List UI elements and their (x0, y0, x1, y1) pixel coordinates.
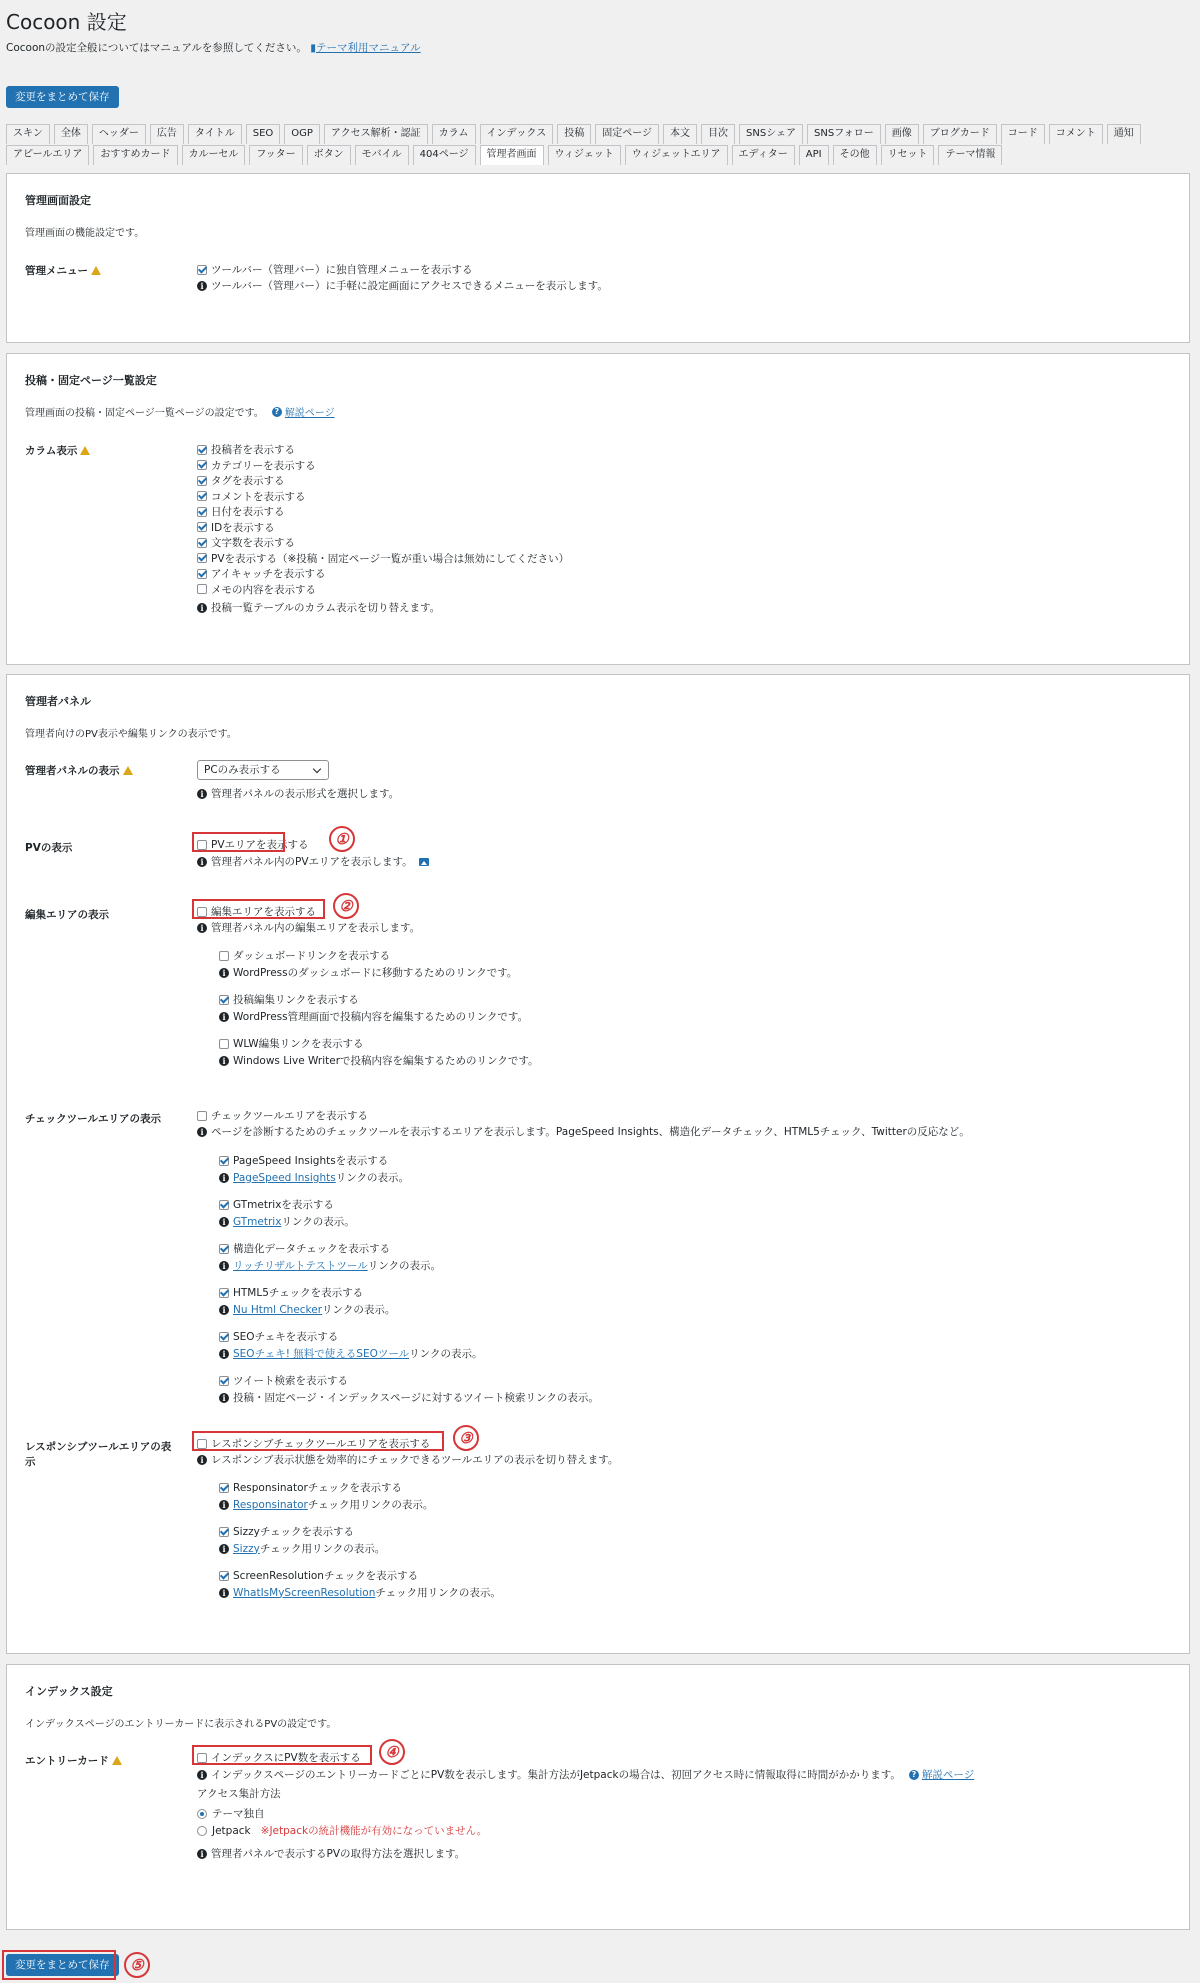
info-icon: i (197, 789, 207, 799)
info-icon: i (219, 1261, 229, 1271)
responsive-sub-label: Sizzyチェックを表示する (233, 1526, 355, 1538)
admin-menu-check-label: ツールバー（管理バー）に独自管理メニューを表示する (211, 264, 473, 276)
info-icon: i (197, 1849, 207, 1859)
column-option-label: アイキャッチを表示する (211, 568, 326, 580)
pv-area-check-label: PVエリアを表示する (211, 839, 309, 851)
tab-item[interactable]: ウィジェット (548, 145, 621, 165)
check-tool-sub-info-text: リンクの表示。 (367, 1260, 442, 1272)
index-pv-check-label: インデックスにPV数を表示する (211, 1752, 361, 1764)
admin-screen-desc: 管理画面の機能設定です。 (25, 228, 145, 239)
responsive-sub-label: ScreenResolutionチェックを表示する (233, 1570, 419, 1582)
tab-item[interactable]: 画像 (885, 124, 919, 144)
check-tool-checkbox[interactable] (197, 1111, 207, 1121)
responsive-sub-info-text: チェック用リンクの表示。 (259, 1543, 386, 1555)
tab-item[interactable]: 本文 (663, 124, 697, 144)
column-checkbox[interactable] (197, 538, 207, 548)
warning-icon (123, 766, 133, 775)
admin-panel-title: 管理者パネル (25, 695, 91, 708)
page-description-text: Cocoonの設定全般についてはマニュアルを参照してください。 (6, 42, 307, 54)
admin-panel-display-label-text: 管理者パネルの表示 (25, 765, 120, 777)
admin-panel-display-info-text: 管理者パネルの表示形式を選択します。 (211, 788, 400, 800)
tab-item[interactable]: その他 (833, 145, 877, 165)
check-tool-sub-info (219, 1258, 441, 1273)
responsive-sub-link[interactable]: Sizzy (233, 1542, 260, 1555)
columns-info-text: 投稿一覧テーブルのカラム表示を切り替えます。 (211, 602, 441, 614)
check-tool-sub-option[interactable] (219, 1197, 334, 1212)
column-checkbox[interactable] (197, 445, 207, 455)
edit-area-check-label: 編集エリアを表示する (211, 906, 316, 918)
check-tool-sub-label: HTML5チェックを表示する (233, 1287, 364, 1299)
edit-sub-info (219, 1009, 528, 1024)
tab-item[interactable]: API (799, 145, 829, 165)
info-icon: i (219, 1500, 229, 1510)
tab-item[interactable]: ブログカード (923, 124, 997, 144)
tab-item[interactable]: ヘッダー (92, 124, 146, 144)
info-icon: i (219, 1349, 229, 1359)
column-option-label: メモの内容を表示する (211, 583, 316, 596)
pv-area-info-text: 管理者パネル内のPVエリアを表示します。 (211, 856, 413, 868)
post-list-title: 投稿・固定ページ一覧設定 (25, 374, 157, 387)
admin-screen-panel (6, 173, 1190, 343)
tab-item[interactable]: アピールエリア (6, 145, 89, 165)
page-description (6, 40, 421, 55)
edit-sub-label: WLW編集リンクを表示する (233, 1038, 364, 1050)
admin-panel-panel (6, 674, 1190, 1654)
tab-item[interactable]: アクセス解析・認証 (324, 124, 428, 144)
method-jetpack-label: Jetpack (212, 1824, 251, 1837)
check-tool-sub-link[interactable]: PageSpeed Insights (233, 1171, 336, 1184)
method-theme-radio[interactable] (197, 1809, 207, 1819)
tab-item[interactable]: 目次 (701, 124, 735, 144)
check-tool-check-label: チェックツールエリアを表示する (211, 1110, 368, 1122)
tabs-row-1 (6, 124, 1145, 144)
check-tool-sub-info-text: 投稿・固定ページ・インデックスページに対するツイート検索リンクの表示。 (233, 1392, 599, 1404)
column-option[interactable] (197, 442, 295, 457)
check-tool-sub-option[interactable] (219, 1153, 388, 1168)
highlight-box-4 (192, 1745, 372, 1765)
post-list-panel (6, 353, 1190, 665)
admin-screen-title: 管理画面設定 (25, 194, 91, 207)
tab-item[interactable]: 全体 (54, 124, 88, 144)
jetpack-warning: ※Jetpackの統計機能が有効になっていません。 (260, 1825, 488, 1837)
info-icon: i (197, 281, 207, 291)
tab-item[interactable]: 固定ページ (595, 124, 659, 144)
responsive-sub-info (219, 1541, 385, 1556)
check-tool-sub-label: SEOチェキを表示する (233, 1331, 339, 1343)
info-icon: i (197, 1127, 207, 1137)
responsive-sub-checkbox[interactable] (219, 1483, 229, 1493)
index-settings-desc: インデックスページのエントリーカードに表示されるPVの設定です。 (25, 1719, 337, 1730)
save-all-button-bottom[interactable]: 変更をまとめて保存 (6, 1954, 119, 1976)
column-checkbox[interactable] (197, 553, 207, 563)
admin-menu-info (197, 278, 608, 293)
check-tool-sub-option[interactable] (219, 1373, 348, 1388)
responsive-sub-option[interactable] (219, 1480, 402, 1495)
chevron-down-icon (313, 765, 321, 773)
check-tool-label: チェックツールエリアの表示 (25, 1113, 161, 1125)
column-option[interactable] (197, 520, 275, 535)
column-option[interactable] (197, 551, 569, 566)
column-checkbox[interactable] (197, 476, 207, 486)
tab-item[interactable]: 広告 (150, 124, 184, 144)
check-tool-sub-checkbox[interactable] (219, 1332, 229, 1342)
warning-icon (112, 1756, 122, 1765)
tab-item[interactable]: ウィジェットエリア (625, 145, 728, 165)
responsive-tool-check-label: レスポンシブチェックツールエリアを表示する (211, 1438, 431, 1450)
admin-menu-option[interactable] (197, 262, 473, 277)
responsive-sub-info-text: チェック用リンクの表示。 (375, 1587, 501, 1599)
method-jetpack-option[interactable] (197, 1823, 487, 1838)
access-method-label: アクセス集計方法 (197, 1788, 281, 1800)
method-jetpack-radio[interactable] (197, 1826, 207, 1836)
responsive-sub-link[interactable]: WhatIsMyScreenResolution (233, 1586, 376, 1599)
check-tool-sub-info-text: リンクの表示。 (322, 1304, 396, 1316)
edit-sub-option[interactable] (219, 1036, 363, 1051)
page-title: Cocoon 設定 (6, 10, 127, 34)
check-tool-sub-link[interactable]: Nu Html Checker (233, 1303, 323, 1316)
post-list-help-link[interactable]: 解説ページ (284, 408, 335, 419)
responsive-sub-option[interactable] (219, 1524, 354, 1539)
info-icon: i (197, 923, 207, 933)
pv-display-label: PVの表示 (25, 842, 73, 854)
check-tool-sub-checkbox[interactable] (219, 1200, 229, 1210)
columns-info (197, 600, 440, 615)
tab-item[interactable]: モバイル (355, 145, 409, 165)
info-icon: i (219, 1544, 229, 1554)
tab-item[interactable]: テーマ情報 (938, 145, 1002, 165)
info-icon: i (197, 1455, 207, 1465)
info-icon: i (219, 1393, 229, 1403)
index-settings-title: インデックス設定 (25, 1685, 113, 1698)
tab-item[interactable]: ボタン (307, 145, 351, 165)
tab-item[interactable]: 投稿 (557, 124, 591, 144)
column-display-label-text: カラム表示 (25, 445, 78, 457)
book-icon: ▮ (310, 42, 317, 54)
index-help-link[interactable]: 解説ページ (921, 1769, 975, 1781)
check-tool-sub-option[interactable] (219, 1329, 338, 1344)
responsive-sub-info-text: チェック用リンクの表示。 (307, 1499, 434, 1511)
column-option[interactable] (197, 473, 285, 488)
column-checkbox[interactable] (197, 569, 207, 579)
method-info-text: 管理者パネルで表示するPVの取得方法を選択します。 (211, 1848, 466, 1860)
responsive-tool-info (197, 1452, 618, 1467)
check-tool-sub-info-text: リンクの表示。 (409, 1348, 483, 1360)
highlight-box-3 (192, 1431, 444, 1451)
tab-item[interactable]: カラム (432, 124, 476, 144)
info-icon: i (219, 1173, 229, 1183)
index-settings-panel (6, 1664, 1190, 1930)
help-icon: ? (909, 1770, 919, 1780)
responsive-sub-info (219, 1497, 433, 1512)
admin-panel-display-info (197, 786, 399, 801)
edit-sub-info-text: WordPressのダッシュボードに移動するためのリンクです。 (233, 967, 518, 979)
column-option-label: 投稿者を表示する (211, 444, 295, 456)
column-option-label: PVを表示する（※投稿・固定ページ一覧が重い場合は無効にしてください） (211, 552, 570, 565)
admin-panel-desc: 管理者向けのPV表示や編集リンクの表示です。 (25, 729, 237, 740)
check-tool-sub-info (219, 1302, 395, 1317)
responsive-sub-checkbox[interactable] (219, 1527, 229, 1537)
edit-area-info-text: 管理者パネル内の編集エリアを表示します。 (211, 922, 421, 934)
help-icon: ? (272, 407, 282, 417)
column-option[interactable] (197, 535, 295, 550)
tab-item[interactable]: 404ページ (413, 145, 476, 165)
tab-item[interactable]: スキン (6, 124, 50, 144)
save-all-button-top[interactable]: 変更をまとめて保存 (6, 86, 119, 108)
column-option[interactable] (197, 504, 285, 519)
responsive-sub-checkbox[interactable] (219, 1571, 229, 1581)
tab-item[interactable]: エディター (732, 145, 795, 165)
edit-sub-option[interactable] (219, 948, 390, 963)
check-tool-sub-option[interactable] (219, 1241, 390, 1256)
highlight-box-1 (192, 832, 285, 852)
edit-sub-info-text: WordPress管理画面で投稿内容を編集するためのリンクです。 (233, 1011, 529, 1023)
responsive-sub-info (219, 1585, 501, 1600)
edit-area-label: 編集エリアの表示 (25, 909, 109, 921)
column-checkbox[interactable] (197, 584, 207, 594)
check-tool-sub-checkbox[interactable] (219, 1288, 229, 1298)
responsive-sub-label: Responsinatorチェックを表示する (233, 1482, 403, 1494)
tabs-row-2 (6, 145, 1006, 165)
info-icon: i (219, 1012, 229, 1022)
tab-item[interactable]: おすすめカード (93, 145, 177, 165)
check-tool-sub-info (219, 1390, 599, 1405)
tab-item[interactable]: SEO (246, 124, 281, 144)
admin-menu-label-text: 管理メニュー (25, 265, 88, 277)
column-option-label: タグを表示する (211, 475, 285, 487)
tab-item[interactable]: リセット (881, 145, 935, 165)
column-checkbox[interactable] (197, 460, 207, 470)
method-theme-option[interactable] (197, 1806, 265, 1821)
tab-item[interactable]: OGP (284, 124, 320, 144)
info-icon: i (197, 603, 207, 613)
entry-card-label (25, 1754, 175, 1769)
column-option-label: 日付を表示する (211, 506, 285, 518)
warning-icon (80, 446, 90, 455)
column-checkbox[interactable] (197, 522, 207, 532)
post-list-desc-text: 管理画面の投稿・固定ページ一覧ページの設定です。 (25, 408, 264, 419)
check-tool-sub-link[interactable]: GTmetrix (233, 1215, 282, 1228)
edit-area-info (197, 920, 420, 935)
info-icon: i (219, 968, 229, 978)
check-tool-sub-info (219, 1214, 355, 1229)
tab-item[interactable]: SNSフォロー (807, 124, 881, 144)
check-tool-sub-info-text: リンクの表示。 (281, 1216, 355, 1228)
tab-item[interactable]: カルーセル (182, 145, 246, 165)
tab-item[interactable]: タイトル (188, 124, 242, 144)
column-checkbox[interactable] (197, 507, 207, 517)
column-option[interactable] (197, 566, 326, 581)
edit-sub-info (219, 1053, 538, 1068)
check-tool-sub-info (219, 1170, 409, 1185)
check-tool-info (197, 1124, 970, 1139)
responsive-tool-info-text: レスポンシブ表示状態を効率的にチェックできるツールエリアの表示を切り替えます。 (211, 1454, 619, 1466)
tab-item[interactable]: インデックス (480, 124, 554, 144)
column-option[interactable] (197, 489, 306, 504)
admin-panel-display-value: PCのみ表示する (204, 764, 281, 776)
column-option-label: カテゴリーを表示する (211, 459, 316, 472)
check-tool-sub-info-text: リンクの表示。 (335, 1172, 410, 1184)
admin-panel-display-select[interactable] (197, 760, 329, 780)
column-checkbox[interactable] (197, 491, 207, 501)
check-tool-sub-checkbox[interactable] (219, 1376, 229, 1386)
check-tool-sub-link[interactable]: SEOチェキ! 無料で使えるSEOツール (233, 1348, 410, 1360)
info-icon: i (219, 1056, 229, 1066)
edit-sub-label: 投稿編集リンクを表示する (233, 994, 359, 1006)
entry-card-label-text: エントリーカード (25, 1755, 109, 1767)
tab-item[interactable]: フッター (249, 145, 302, 165)
marker-5: ⑤ (124, 1952, 150, 1978)
info-icon: i (219, 1217, 229, 1227)
warning-icon (91, 266, 101, 275)
info-icon: i (197, 857, 207, 867)
tab-item[interactable]: コメント (1049, 124, 1103, 144)
check-tool-sub-label: ツイート検索を表示する (233, 1375, 348, 1387)
edit-sub-label: ダッシュボードリンクを表示する (233, 950, 391, 962)
edit-sub-info (219, 965, 517, 980)
index-pv-info (197, 1767, 974, 1782)
column-option-label: 文字数を表示する (211, 537, 295, 549)
method-theme-label: テーマ独自 (212, 1808, 265, 1820)
highlight-box-2 (192, 899, 325, 919)
marker-4: ④ (379, 1739, 405, 1765)
admin-menu-label (25, 264, 175, 279)
tab-item[interactable]: 管理者画面 (480, 145, 544, 165)
edit-sub-info-text: Windows Live Writerで投稿内容を編集するためのリンクです。 (233, 1055, 539, 1067)
check-tool-info-text: ページを診断するためのチェックツールを表示するエリアを表示します。PageSpeed Insights、構造化データチェック、HTML5チェック、Twitterの反応など。 (211, 1126, 970, 1138)
image-icon[interactable] (419, 858, 429, 866)
check-tool-sub-label: GTmetrixを表示する (233, 1199, 334, 1211)
highlight-box-5 (2, 1950, 116, 1980)
method-info (197, 1846, 465, 1861)
column-display-label (25, 444, 175, 459)
edit-sub-checkbox[interactable] (219, 951, 229, 961)
info-icon: i (219, 1305, 229, 1315)
tab-item[interactable]: 通知 (1107, 124, 1141, 144)
responsive-sub-link[interactable]: Responsinator (233, 1498, 308, 1511)
check-tool-sub-checkbox[interactable] (219, 1244, 229, 1254)
column-option-label: IDを表示する (211, 521, 275, 534)
check-tool-sub-label: 構造化データチェックを表示する (233, 1243, 391, 1255)
edit-sub-checkbox[interactable] (219, 995, 229, 1005)
responsive-tool-label: レスポンシブツールエリアの表示 (25, 1441, 172, 1468)
check-tool-option[interactable] (197, 1108, 368, 1123)
marker-3: ③ (453, 1425, 479, 1451)
post-list-desc (25, 404, 335, 419)
column-option[interactable] (197, 458, 316, 473)
tab-item[interactable]: コード (1001, 124, 1045, 144)
responsive-sub-option[interactable] (219, 1568, 418, 1583)
edit-sub-checkbox[interactable] (219, 1039, 229, 1049)
check-tool-sub-checkbox[interactable] (219, 1156, 229, 1166)
admin-menu-checkbox[interactable] (197, 265, 207, 275)
column-option-label: コメントを表示する (211, 490, 306, 503)
info-icon: i (197, 1770, 207, 1780)
admin-menu-info-text: ツールバー（管理バー）に手軽に設定画面にアクセスできるメニューを表示します。 (211, 280, 608, 292)
admin-panel-display-label (25, 764, 175, 779)
pv-area-info (197, 854, 429, 869)
tab-item[interactable]: SNSシェア (739, 124, 803, 144)
index-pv-info-text: インデックスページのエントリーカードごとにPV数を表示します。集計方法がJetpackの場合は、初回アクセス時に情報取得に時間がかかります。 (211, 1769, 901, 1781)
marker-1: ① (329, 826, 355, 852)
check-tool-sub-link[interactable]: リッチリザルトテストツール (233, 1260, 368, 1272)
edit-sub-option[interactable] (219, 992, 359, 1007)
column-option[interactable] (197, 582, 316, 597)
check-tool-sub-info (219, 1346, 482, 1361)
manual-link[interactable]: テーマ利用マニュアル (316, 42, 421, 54)
marker-2: ② (333, 893, 359, 919)
info-icon: i (219, 1588, 229, 1598)
check-tool-sub-option[interactable] (219, 1285, 363, 1300)
check-tool-sub-label: PageSpeed Insightsを表示する (233, 1155, 389, 1167)
